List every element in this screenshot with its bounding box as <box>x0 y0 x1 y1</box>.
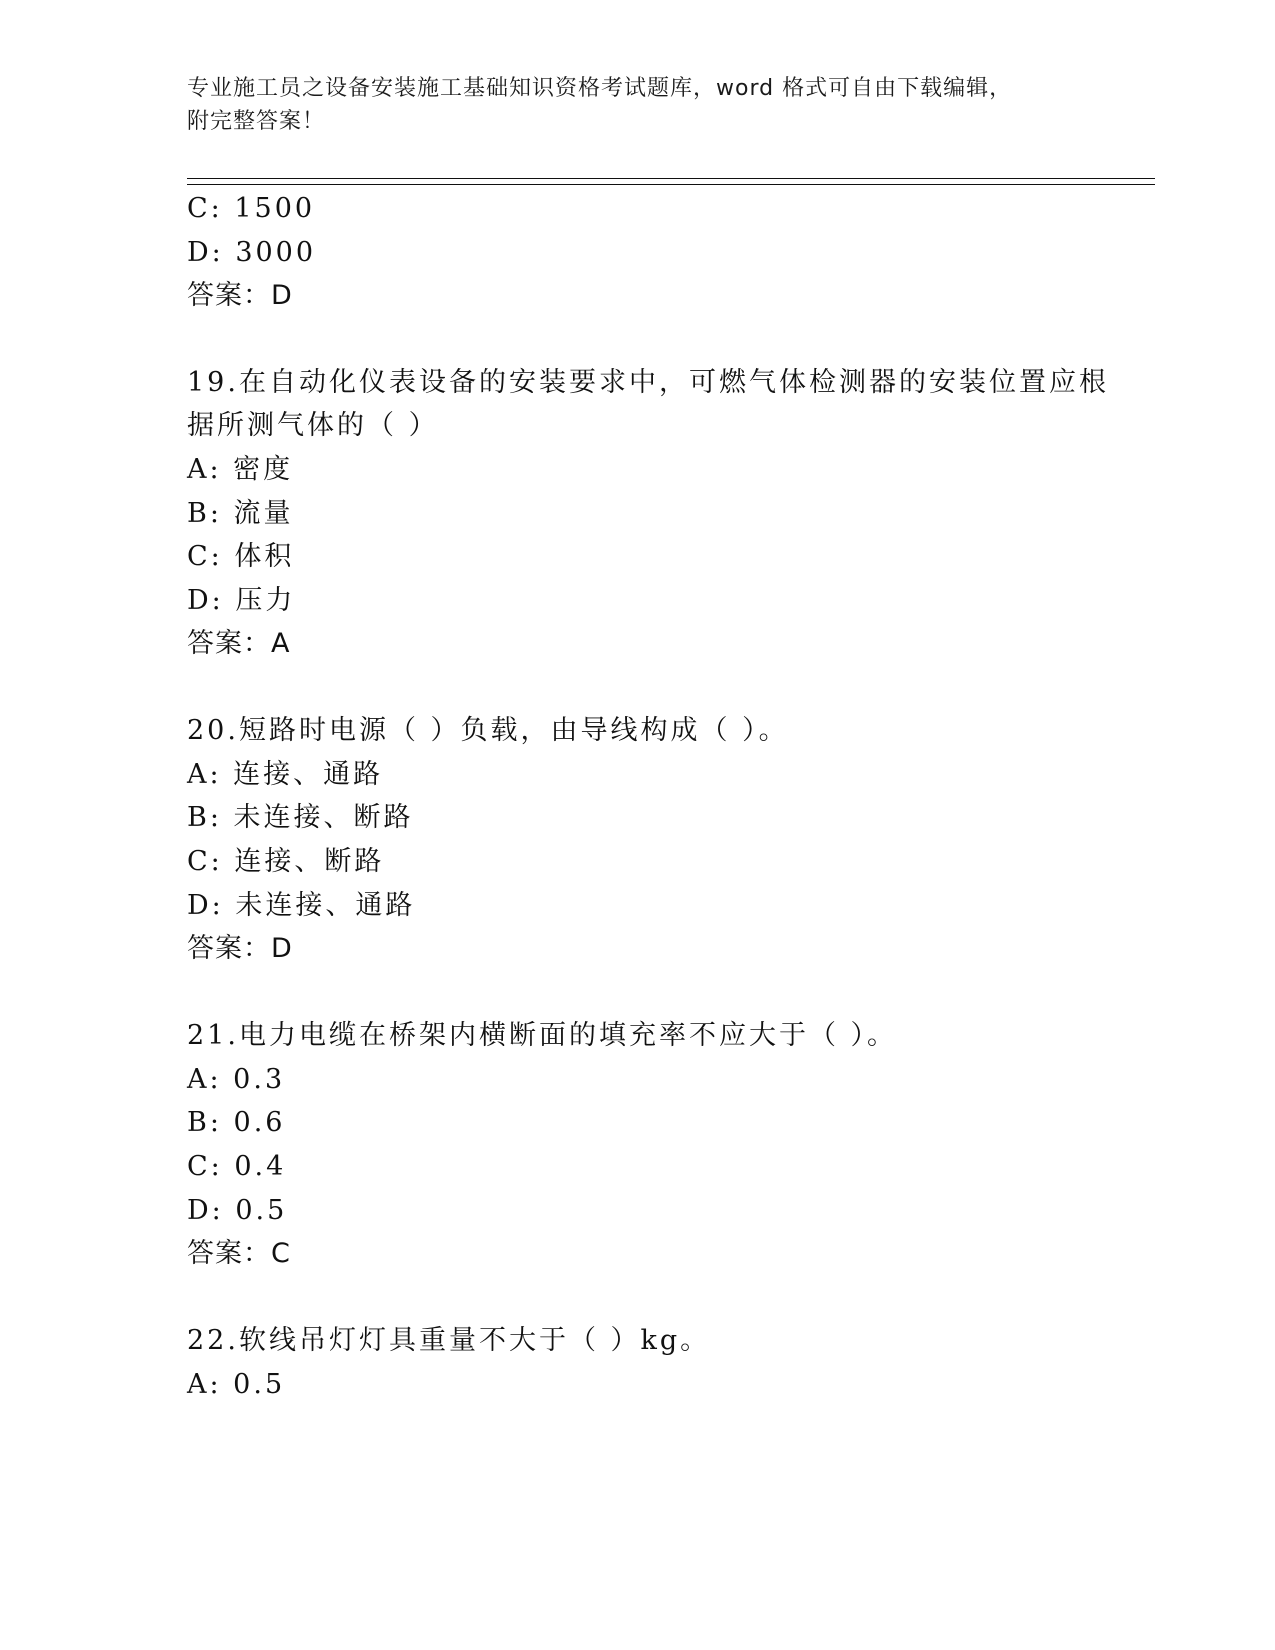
question-20-option-a: A: 连接、通路 <box>187 759 384 790</box>
question-19-option-c: C: 体积 <box>187 541 295 572</box>
question-22-stem: 22.软线吊灯灯具重量不大于（ ）kg。 <box>187 1325 711 1356</box>
question-20-option-d: D: 未连接、通路 <box>187 890 416 921</box>
document-header <box>187 72 1087 138</box>
prev-option-c: C: 1500 <box>187 193 316 224</box>
header-line-1: 专业施工员之设备安装施工基础知识资格考试题库，word 格式可自由下载编辑， <box>187 76 1013 101</box>
question-21-option-a: A: 0.3 <box>187 1064 286 1095</box>
question-19-stem-line-2: 据所测气体的（ ） <box>187 410 439 441</box>
question-19-stem-line-1: 19.在自动化仪表设备的安装要求中，可燃气体检测器的安装位置应根 <box>187 367 1109 398</box>
prev-answer: 答案：D <box>187 280 293 311</box>
question-20-option-c: C: 连接、断路 <box>187 846 385 877</box>
question-21-option-b: B: 0.6 <box>187 1107 286 1138</box>
question-21-option-c: C: 0.4 <box>187 1151 287 1182</box>
question-20-stem: 20.短路时电源（ ）负载，由导线构成（ ）。 <box>187 715 789 746</box>
header-line-2: 附完整答案！ <box>187 109 326 134</box>
question-21-answer: 答案：C <box>187 1238 291 1269</box>
question-21-option-d: D: 0.5 <box>187 1195 288 1226</box>
question-22-option-a: A: 0.5 <box>187 1369 286 1400</box>
question-20-option-b: B: 未连接、断路 <box>187 802 414 833</box>
header-divider-top <box>187 178 1155 179</box>
question-19-option-d: D: 压力 <box>187 585 296 616</box>
question-21-stem: 21.电力电缆在桥架内横断面的填充率不应大于（ ）。 <box>187 1020 898 1051</box>
question-19-option-a: A: 密度 <box>187 454 294 485</box>
question-19-option-b: B: 流量 <box>187 498 294 529</box>
prev-option-d: D: 3000 <box>187 237 317 268</box>
question-20-answer: 答案：D <box>187 933 293 964</box>
header-divider-bottom <box>187 184 1155 185</box>
question-19-answer: 答案：A <box>187 628 291 659</box>
